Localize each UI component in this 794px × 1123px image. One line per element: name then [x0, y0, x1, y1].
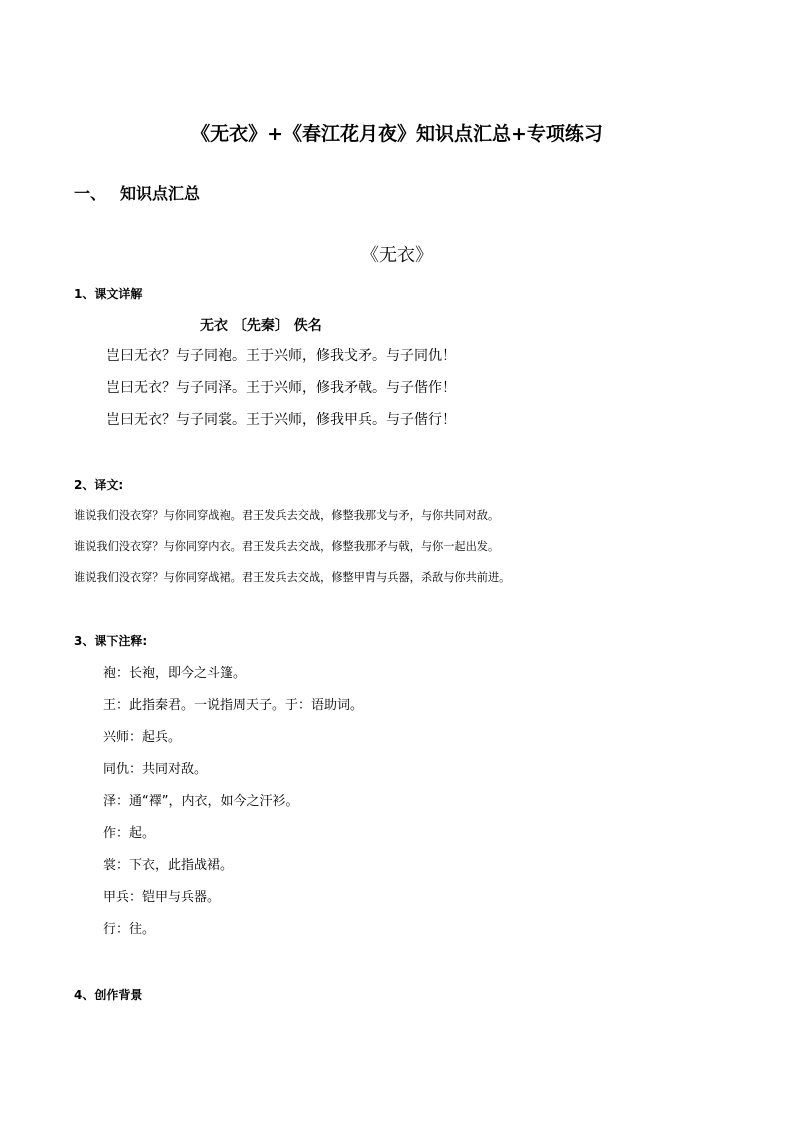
document-title: 《无衣》+《春江花月夜》知识点汇总+专项练习 [191, 123, 603, 145]
section-label: 知识点汇总 [120, 184, 201, 203]
annotation-item: 袍：长袍，即今之斗篷。 [103, 666, 247, 681]
translation-line: 谁说我们没衣穿？与你同穿战袍。君王发兵去交战，修整我那戈与矛，与你共同对敌。 [74, 509, 500, 522]
section-heading [74, 183, 200, 205]
poem-line: 岂曰无衣？与子同泽。王于兴师，修我矛戟。与子偕作！ [106, 380, 456, 396]
poem-line: 岂曰无衣？与子同袍。王于兴师，修我戈矛。与子同仇！ [106, 348, 456, 364]
part1-heading: 1、课文详解 [74, 287, 143, 301]
poem-title: 《无衣》 [361, 245, 433, 266]
poem-byline: 无衣 〔先秦〕 佚名 [200, 318, 322, 334]
annotation-item: 行：往。 [103, 922, 156, 937]
part4-heading: 4、创作背景 [74, 988, 143, 1002]
annotation-item: 王：此指秦君。一说指周天子。于：语助词。 [103, 698, 364, 713]
section-number: 一、 [74, 184, 107, 203]
annotation-item: 作：起。 [103, 826, 156, 841]
annotation-item: 裳：下衣，此指战裙。 [103, 858, 234, 873]
poem-line: 岂曰无衣？与子同裳。王于兴师，修我甲兵。与子偕行！ [106, 412, 456, 428]
annotation-item: 泽：通“襗”，内衣，如今之汗衫。 [103, 794, 299, 809]
part3-heading: 3、课下注释: [74, 634, 148, 648]
annotation-item: 甲兵：铠甲与兵器。 [103, 890, 221, 905]
translation-line: 谁说我们没衣穿？与你同穿战裙。君王发兵去交战，修整甲胄与兵器，杀敌与你共前进。 [74, 571, 511, 584]
translation-line: 谁说我们没衣穿？与你同穿内衣。君王发兵去交战，修整我那矛与戟，与你一起出发。 [74, 540, 500, 553]
annotation-item: 兴师：起兵。 [103, 730, 182, 745]
annotation-item: 同仇：共同对敌。 [103, 762, 208, 777]
part2-heading: 2、译文: [74, 478, 124, 492]
